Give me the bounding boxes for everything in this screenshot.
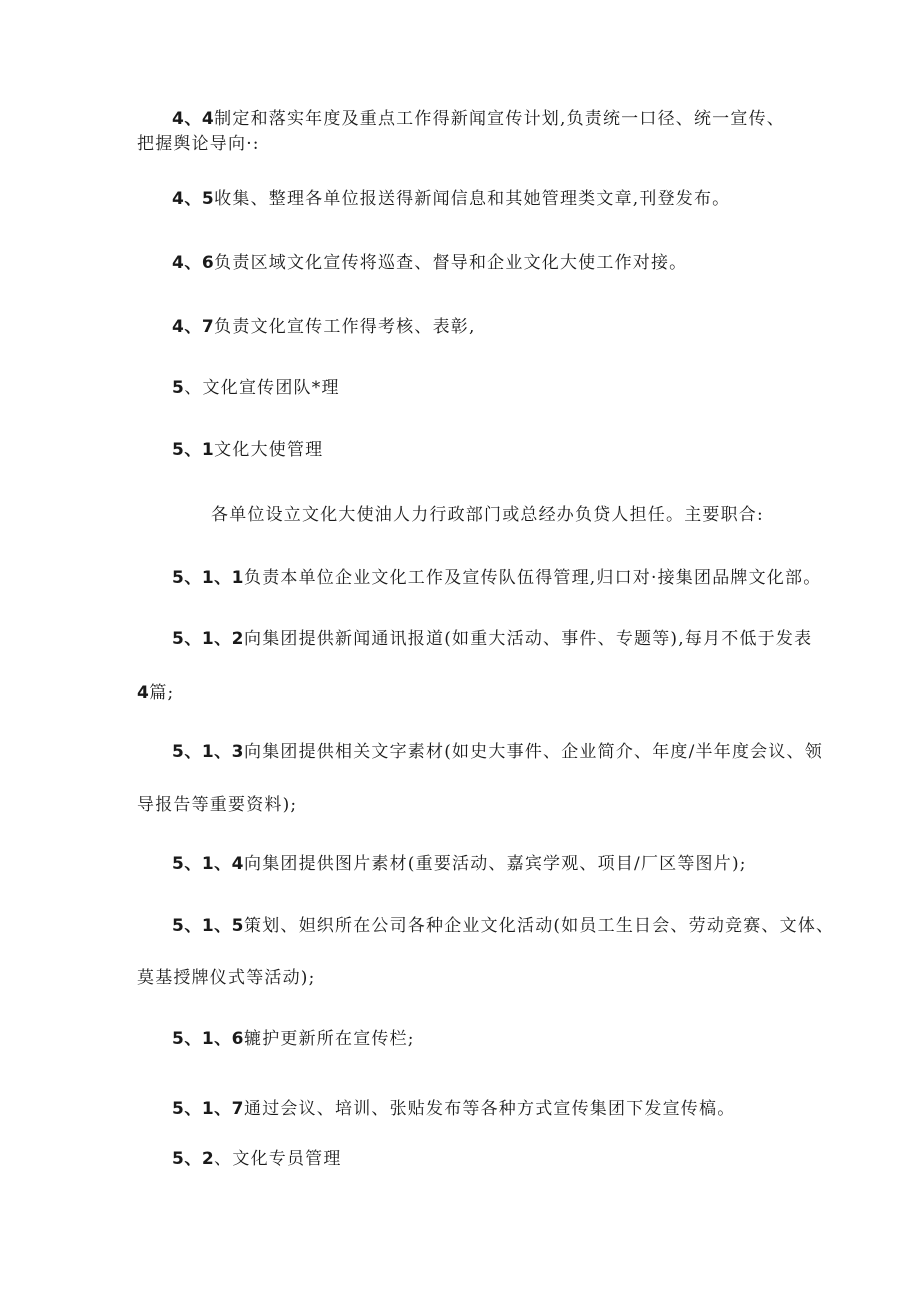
paragraph-text: 制定和落实年度及重点工作得新闻宣传计划,负责统一口径、统一宣传、 <box>214 109 785 129</box>
section-heading-5 <box>172 377 340 399</box>
section-number: 4、7 <box>172 317 215 337</box>
paragraph-5-1-7 <box>172 1098 735 1120</box>
paragraph-text: 向集团提供图片素材(重要活动、嘉宾学观、项目/厂区等图片); <box>244 854 747 874</box>
paragraph-5-1-2-continued <box>137 682 174 704</box>
paragraph-text: 导报告等重要资料); <box>137 795 298 815</box>
paragraph-4-4-continued <box>137 133 260 155</box>
paragraph-4-6 <box>172 252 687 274</box>
section-number: 5、1、3 <box>172 742 244 762</box>
paragraph-5-1-3 <box>172 741 823 763</box>
paragraph-text: 收集、整理各单位报送得新闻信息和其她管理类文章,刊登发布。 <box>214 189 731 209</box>
paragraph-text: 向集团提供新闻通讯报道(如重大活动、事件、专题等),每月不低于发表 <box>244 629 813 649</box>
paragraph-4-7 <box>172 316 476 338</box>
section-number: 5、1、1 <box>172 568 244 588</box>
section-number: 4、5 <box>172 189 215 209</box>
section-number: 5、1 <box>172 440 215 460</box>
section-heading-text: 文化大使管理 <box>214 440 324 460</box>
paragraph-text: 负责文化宣传工作得考核、表彰, <box>214 317 476 337</box>
paragraph-5-1-5-continued <box>137 967 316 989</box>
paragraph-5-1-1 <box>172 567 821 589</box>
section-heading-5-2 <box>172 1148 342 1170</box>
paragraph-text: 把握舆论导向·: <box>137 134 260 154</box>
paragraph-text: 负责区域文化宣传将巡查、督导和企业文化大使工作对接。 <box>214 253 688 273</box>
paragraph-5-1-5 <box>172 915 834 937</box>
paragraph-intro <box>211 504 764 526</box>
section-heading-text: 、文化专员管理 <box>214 1149 342 1169</box>
section-heading-5-1 <box>172 439 323 461</box>
section-number: 4 <box>137 683 150 703</box>
section-number: 5、1、7 <box>172 1099 244 1119</box>
section-number: 4、4 <box>172 109 215 129</box>
paragraph-text: 策划、妲织所在公司各种企业文化活动(如员工生日会、劳动竞赛、文体、 <box>244 916 835 936</box>
section-number: 5、1、2 <box>172 629 244 649</box>
paragraph-5-1-6 <box>172 1028 415 1050</box>
paragraph-4-5 <box>172 188 730 210</box>
section-number: 5、1、6 <box>172 1029 244 1049</box>
paragraph-text: 向集团提供相关文字素材(如史大事件、企业简介、年度/半年度会议、领 <box>244 742 823 762</box>
section-number: 5、1、5 <box>172 916 244 936</box>
section-number: 5、1、4 <box>172 854 244 874</box>
paragraph-text: 各单位设立文化大使油人力行政部门或总经办负贷人担任。主要职合: <box>211 505 764 525</box>
paragraph-4-4 <box>172 108 785 130</box>
section-number: 5 <box>172 378 185 398</box>
paragraph-text: 莫基授牌仪式等活动); <box>137 968 316 988</box>
paragraph-5-1-2 <box>172 628 812 650</box>
section-number: 4、6 <box>172 253 215 273</box>
paragraph-5-1-4 <box>172 853 747 875</box>
section-heading-text: 、文化宣传团队*理 <box>184 378 340 398</box>
paragraph-text: 通过会议、培训、张贴发布等各种方式宣传集团下发宣传槁。 <box>244 1099 736 1119</box>
paragraph-5-1-3-continued <box>137 794 297 816</box>
paragraph-text: 负责本单位企业文化工作及宣传队伍得管理,归口对·接集团品牌文化部。 <box>244 568 822 588</box>
section-number: 5、2 <box>172 1149 215 1169</box>
paragraph-text: 篇; <box>149 683 175 703</box>
paragraph-text: 辘护更新所在宣传栏; <box>244 1029 415 1049</box>
